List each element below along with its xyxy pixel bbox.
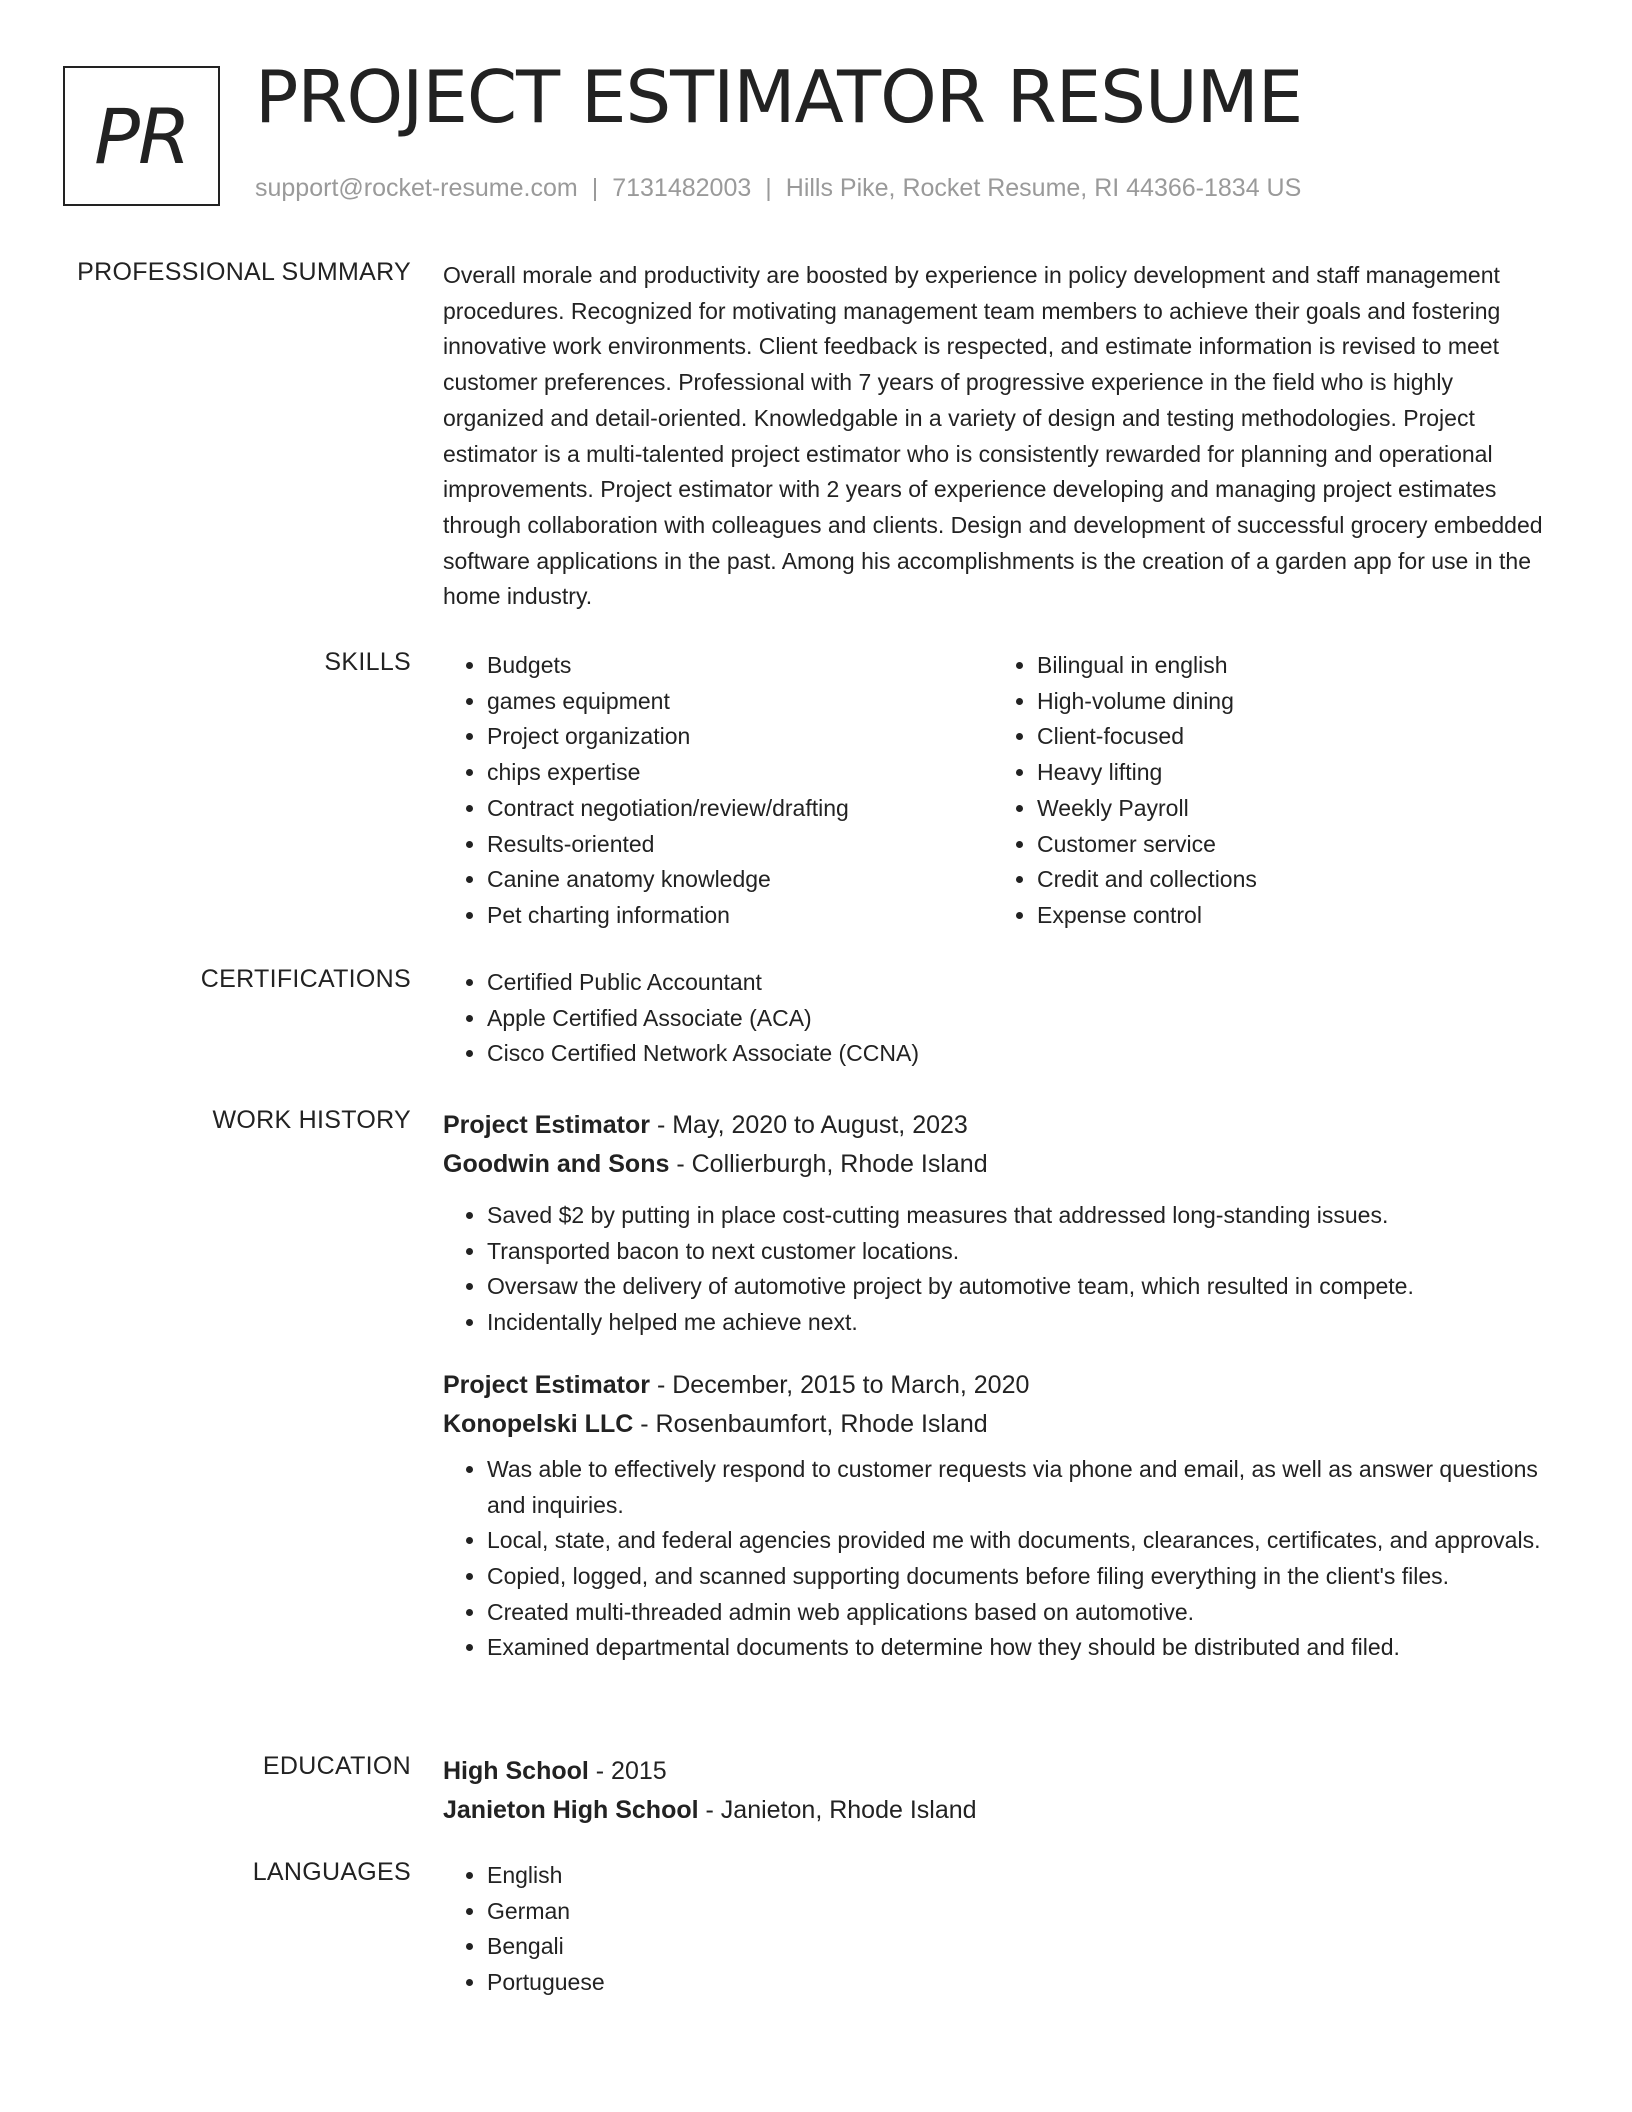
- job-location: - Rosenbaumfort, Rhode Island: [633, 1409, 988, 1438]
- skill-item: • Canine anatomy knowledge: [487, 862, 993, 898]
- contact-line: [255, 174, 1301, 203]
- certification-item: • Certified Public Accountant: [487, 965, 1543, 1001]
- skill-item: • Project organization: [487, 719, 993, 755]
- skill-item: • Customer service: [1037, 827, 1543, 863]
- contact-separator: |: [591, 174, 599, 202]
- job-title-line: [443, 1106, 1543, 1145]
- job-entry: [443, 1366, 1543, 1666]
- job-bullet: • Created multi-threaded admin web applications based on automotive.: [487, 1595, 1543, 1631]
- skill-item: • Credit and collections: [1037, 862, 1543, 898]
- summary-text: Overall morale and productivity are boosted by experience in policy development and staff management procedures. Recognized for motivating management team members to achieve their goals and fostering innovative work environments. Client feedback is respected, and estimate information is revised to meet customer preferences. Professional with 7 years of progressive experience in the field who is highly organized and detail-oriented. Knowledgable in a variety of design and testing methodologies. Project estimator is a multi-talented project estimator who is consistently rewarded for planning and operational improvements. Project estimator with 2 years of experience developing and managing project estimates through collaboration with colleagues and clients. Design and development of successful grocery embedded software applications in the past. Among his accomplishments is the creation of a garden app for use in the home industry.: [443, 262, 1543, 610]
- job-company: Goodwin and Sons: [443, 1150, 670, 1178]
- job-bullet: • Incidentally helped me achieve next.: [487, 1305, 1543, 1341]
- job-title: Project Estimator: [443, 1111, 651, 1139]
- education-school-line: [443, 1791, 1543, 1830]
- skill-item: • Contract negotiation/review/drafting: [487, 791, 993, 827]
- skill-item: • chips expertise: [487, 755, 993, 791]
- job-bullets: [443, 1452, 1543, 1666]
- skill-item: • Heavy lifting: [1037, 755, 1543, 791]
- languages-list: [443, 1858, 1543, 2001]
- job-bullets: [443, 1198, 1543, 1341]
- skill-item: • Results-oriented: [487, 827, 993, 863]
- education-school: Janieton High School: [443, 1796, 699, 1824]
- contact-address: Hills Pike, Rocket Resume, RI 44366-1834 US: [785, 174, 1302, 202]
- education-degree: High School: [443, 1757, 589, 1785]
- skill-item: • Pet charting information: [487, 898, 993, 934]
- job-bullet: • Saved $2 by putting in place cost-cutting measures that addressed long-standing issues.: [487, 1198, 1543, 1234]
- language-item: • English: [487, 1858, 1543, 1894]
- certifications-body: [443, 965, 1543, 1072]
- skill-item: • Expense control: [1037, 898, 1543, 934]
- contact-phone: 7131482003: [612, 174, 752, 202]
- job-title-line: [443, 1366, 1543, 1405]
- certification-item: • Apple Certified Associate (ACA): [487, 1001, 1543, 1037]
- summary-body: [443, 258, 1543, 615]
- education-degree-line: [443, 1752, 1543, 1791]
- job-bullet: • Transported bacon to next customer locations.: [487, 1234, 1543, 1270]
- language-item: • Portuguese: [487, 1965, 1543, 2001]
- monogram-initials: PR: [94, 91, 189, 181]
- job-bullet: • Examined departmental documents to determine how they should be distributed and filed.: [487, 1630, 1543, 1666]
- language-item: • Bengali: [487, 1929, 1543, 1965]
- job-dates: - December, 2015 to March, 2020: [650, 1370, 1030, 1399]
- job-bullet: • Oversaw the delivery of automotive project by automotive team, which resulted in compete.: [487, 1269, 1543, 1305]
- education-year: - 2015: [588, 1757, 667, 1785]
- skill-item: • games equipment: [487, 684, 993, 720]
- skills-heading: SKILLS: [324, 648, 411, 676]
- job-bullet: • Local, state, and federal agencies provided me with documents, clearances, certificates, and approvals.: [487, 1523, 1543, 1559]
- skill-item: • Budgets: [487, 648, 993, 684]
- monogram-box: [63, 66, 220, 206]
- skills-body: [443, 648, 1543, 934]
- contact-email: support@rocket-resume.com: [255, 174, 578, 202]
- job-entry: [443, 1106, 1543, 1341]
- skill-item: • Bilingual in english: [1037, 648, 1543, 684]
- certifications-list: [443, 965, 1543, 1072]
- work-history-heading: WORK HISTORY: [212, 1106, 411, 1134]
- skill-item: • High-volume dining: [1037, 684, 1543, 720]
- skills-list-left: [443, 648, 993, 934]
- education-location: - Janieton, Rhode Island: [698, 1796, 977, 1824]
- resume-title: PROJECT ESTIMATOR RESUME: [255, 55, 1303, 139]
- certifications-heading: CERTIFICATIONS: [200, 965, 411, 993]
- education-heading: EDUCATION: [262, 1752, 411, 1780]
- languages-body: [443, 1858, 1543, 2001]
- language-item: • German: [487, 1894, 1543, 1930]
- job-bullet: • Copied, logged, and scanned supporting documents before filing everything in the client's files.: [487, 1559, 1543, 1595]
- skill-item: • Client-focused: [1037, 719, 1543, 755]
- job-company-line: [443, 1405, 1543, 1444]
- job-company: Konopelski LLC: [443, 1409, 634, 1438]
- job-location: - Collierburgh, Rhode Island: [669, 1150, 988, 1178]
- job-company-line: [443, 1145, 1543, 1184]
- summary-heading: PROFESSIONAL SUMMARY: [77, 258, 411, 286]
- certification-item: • Cisco Certified Network Associate (CCNA): [487, 1036, 1543, 1072]
- languages-heading: LANGUAGES: [252, 1858, 411, 1886]
- job-dates: - May, 2020 to August, 2023: [650, 1111, 968, 1139]
- contact-separator: |: [765, 174, 772, 202]
- skill-item: • Weekly Payroll: [1037, 791, 1543, 827]
- job-title: Project Estimator: [443, 1370, 651, 1399]
- skills-list-right: [993, 648, 1543, 934]
- work-history-body: [443, 1106, 1543, 1666]
- education-body: [443, 1752, 1543, 1830]
- job-bullet: • Was able to effectively respond to customer requests via phone and email, as well as answer questions and inquiries.: [487, 1452, 1543, 1523]
